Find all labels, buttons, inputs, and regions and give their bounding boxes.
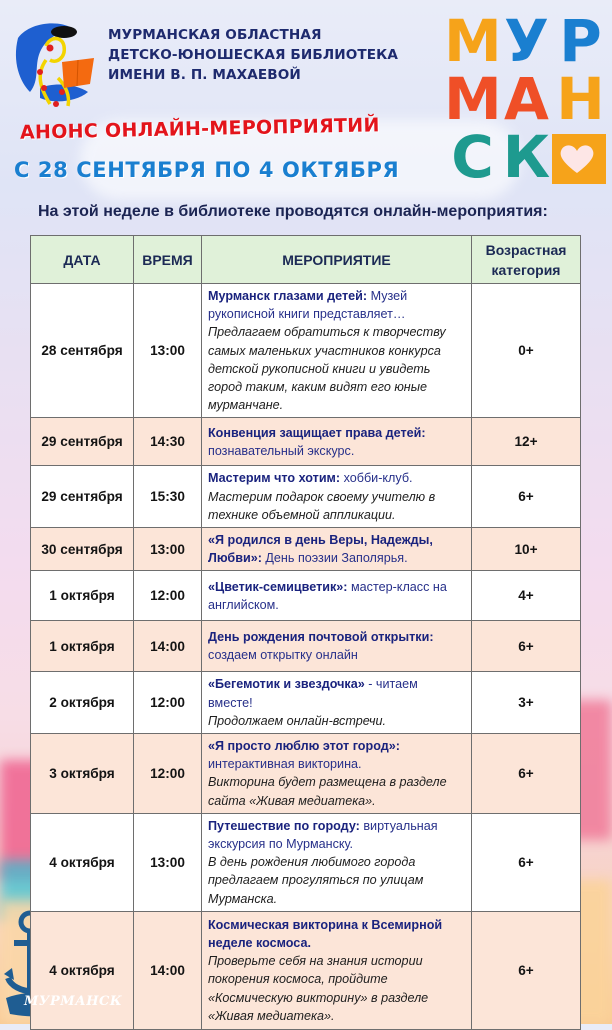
event-title: «Я родился в день Веры, Надежды, Любви»:	[208, 533, 433, 566]
city-logo-letter: Н	[556, 65, 602, 133]
event-description: День поэзии Заполярья.	[261, 551, 408, 566]
table-row	[31, 571, 581, 621]
event-time: 14:00	[134, 911, 202, 1029]
event-cell	[202, 734, 472, 814]
event-note: В день рождения любимого города предлагаем прогуляться по улицам Мурманска.	[208, 855, 424, 906]
header-time: ВРЕМЯ	[134, 236, 202, 284]
event-age-category: 3+	[472, 672, 581, 734]
event-date: 30 сентября	[31, 528, 134, 571]
event-cell	[202, 813, 472, 911]
heart-box	[552, 134, 606, 184]
event-title: «Бегемотик и звездочка»	[208, 677, 365, 692]
header-age-line: категория	[491, 261, 561, 278]
event-time: 12:00	[134, 672, 202, 734]
event-title: Космическая викторина к Всемирной неделе космоса.	[208, 917, 443, 950]
event-date: 4 октября	[31, 911, 134, 1029]
event-note: Викторина будет размещена в разделе сайта «Живая медиатека».	[208, 775, 447, 808]
murmansk-city-logo	[444, 7, 608, 191]
event-title: Мастерим что хотим:	[208, 471, 341, 486]
city-logo-letter: Р	[559, 7, 599, 75]
event-time: 15:30	[134, 466, 202, 528]
event-cell	[202, 672, 472, 734]
event-cell	[202, 418, 472, 466]
event-description: - читаем вместе!	[208, 677, 418, 710]
event-cell	[202, 528, 472, 571]
library-reader-logo	[10, 18, 100, 110]
event-age-category: 6+	[472, 621, 581, 672]
event-description: познавательный экскурс.	[208, 443, 355, 458]
event-cell	[202, 571, 472, 621]
header-date: ДАТА	[31, 236, 134, 284]
event-time: 13:00	[134, 284, 202, 418]
event-time: 13:00	[134, 528, 202, 571]
event-cell	[202, 911, 472, 1029]
city-logo-letter: У	[504, 7, 546, 75]
header-age-line: Возрастная	[485, 241, 567, 258]
event-title: Конвенция защищает права детей:	[208, 425, 426, 440]
event-date: 1 октября	[31, 621, 134, 672]
event-time: 14:30	[134, 418, 202, 466]
event-date: 28 сентября	[31, 284, 134, 418]
event-date: 4 октября	[31, 813, 134, 911]
library-name-line: ИМЕНИ В. П. МАХАЕВОЙ	[108, 67, 301, 83]
events-table	[30, 235, 581, 1030]
event-note: Мастерим подарок своему учителю в технике объемной аппликации.	[208, 489, 436, 522]
city-logo-letter: К	[502, 123, 548, 191]
event-cell	[202, 466, 472, 528]
event-note: Предлагаем обратиться к творчеству самых маленьких участников конкурса детской рукописной книги и увидеть город таким, каким видят его юные мурманчане.	[208, 325, 446, 413]
event-title: «Я просто люблю этот город»:	[208, 739, 400, 754]
event-description: интерактивная викторина.	[208, 757, 362, 772]
library-name	[108, 25, 398, 85]
event-title: День рождения почтовой открытки:	[208, 630, 434, 645]
library-name-line: ДЕТСКО-ЮНОШЕСКАЯ БИБЛИОТЕКА	[108, 47, 398, 63]
event-date: 2 октября	[31, 672, 134, 734]
event-title: Путешествие по городу:	[208, 818, 360, 833]
event-description: виртуальная экскурсия по Мурманску.	[208, 818, 438, 852]
event-age-category: 6+	[472, 813, 581, 911]
event-note: Продолжаем онлайн-встречи.	[208, 713, 387, 728]
table-row	[31, 911, 581, 1029]
event-age-category: 6+	[472, 466, 581, 528]
event-age-category: 10+	[472, 528, 581, 571]
table-row	[31, 528, 581, 571]
table-row	[31, 418, 581, 466]
event-time: 14:00	[134, 621, 202, 672]
event-note: Проверьте себя на знания истории покорения космоса, пройдите «Космическую викторину» в разделе «Живая медиатека».	[208, 954, 429, 1023]
footer-logo-text: МУРМАНСК	[24, 994, 123, 1009]
event-time: 12:00	[134, 571, 202, 621]
table-row	[31, 672, 581, 734]
event-date: 1 октября	[31, 571, 134, 621]
city-logo-letter: М	[444, 7, 499, 75]
table-row	[31, 284, 581, 418]
event-age-category: 0+	[472, 284, 581, 418]
event-time: 12:00	[134, 734, 202, 814]
library-name-line: МУРМАНСКАЯ ОБЛАСТНАЯ	[108, 27, 322, 43]
event-description: Музей рукописной книги представляет…	[208, 289, 408, 322]
heart-icon	[559, 143, 595, 175]
event-title: Мурманск глазами детей:	[208, 289, 368, 303]
header-event: МЕРОПРИЯТИЕ	[202, 236, 472, 284]
event-description: хобби-клуб.	[340, 471, 413, 486]
city-logo-letter: А	[504, 65, 546, 133]
announcement-title: АНОНС ОНЛАЙН-МЕРОПРИЯТИЙ	[19, 114, 380, 144]
event-date: 3 октября	[31, 734, 134, 814]
table-row	[31, 466, 581, 528]
date-range: С 28 СЕНТЯБРЯ ПО 4 ОКТЯБРЯ	[14, 158, 400, 182]
event-description: создаем открытку онлайн	[208, 648, 358, 663]
subtitle: На этой неделе в библиотеке проводятся онлайн-мероприятия:	[38, 203, 548, 220]
event-age-category: 12+	[472, 418, 581, 466]
table-header-row	[31, 236, 581, 284]
event-time: 13:00	[134, 813, 202, 911]
event-age-category: 6+	[472, 734, 581, 814]
city-logo-letter: М	[444, 65, 499, 133]
event-title: «Цветик-семицветик»:	[208, 579, 348, 594]
event-description: мастер-класс на английском.	[208, 579, 447, 612]
table-row	[31, 734, 581, 814]
event-date: 29 сентября	[31, 466, 134, 528]
header-age	[472, 236, 581, 284]
event-date: 29 сентября	[31, 418, 134, 466]
event-cell	[202, 284, 472, 418]
event-age-category: 4+	[472, 571, 581, 621]
table-row	[31, 621, 581, 672]
event-cell	[202, 621, 472, 672]
city-logo-letter: С	[451, 123, 491, 191]
table-row	[31, 813, 581, 911]
event-age-category: 6+	[472, 911, 581, 1029]
